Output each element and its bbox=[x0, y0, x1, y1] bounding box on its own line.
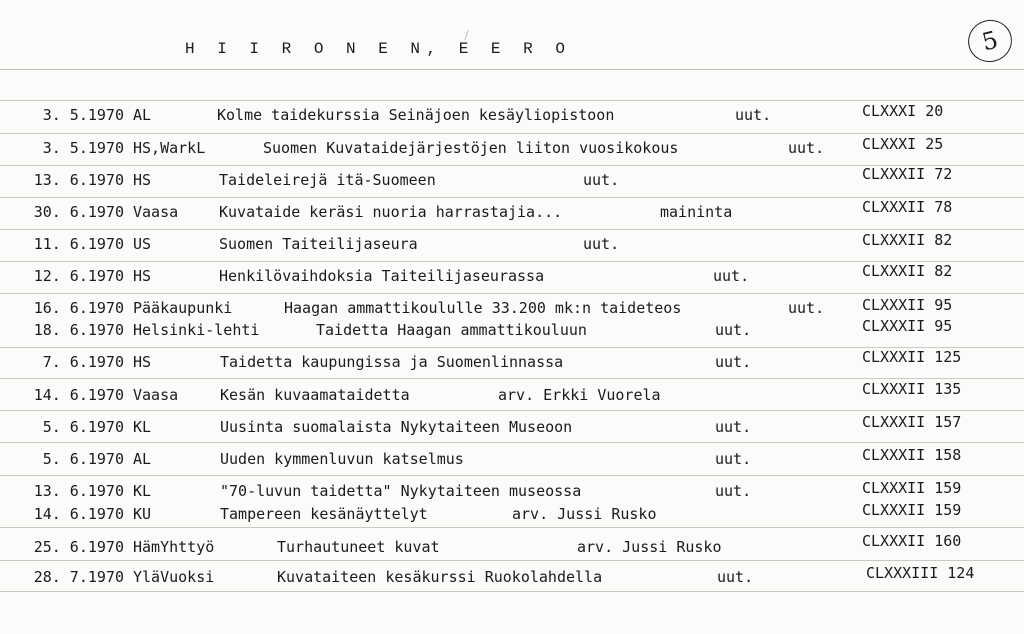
entry-date: 5. 6.1970 bbox=[42, 450, 124, 468]
entry-row bbox=[0, 198, 1024, 223]
entry-row bbox=[0, 448, 1024, 470]
entry-note: uut. bbox=[717, 568, 754, 586]
entry-row bbox=[0, 233, 1024, 255]
entry-date: 7. 6.1970 bbox=[42, 353, 124, 371]
entry-date: 11. 6.1970 bbox=[33, 235, 124, 253]
entry-title: Haagan ammattikoululle 33.200 mk:n taideteos bbox=[284, 299, 682, 317]
entry-row bbox=[0, 380, 1024, 406]
entry-row bbox=[0, 319, 1024, 341]
entry-row bbox=[0, 532, 1024, 558]
entry-note: uut. bbox=[715, 450, 752, 468]
page-number-circle: 5 bbox=[964, 15, 1017, 66]
entry-date: 30. 6.1970 bbox=[33, 203, 124, 221]
entry-reference: CLXXXII 160 bbox=[862, 532, 962, 550]
entry-date: 5. 6.1970 bbox=[42, 418, 124, 436]
entry-note: arv. Jussi Rusko bbox=[512, 505, 657, 523]
entry-source: HS bbox=[133, 267, 152, 285]
entry-source: HS bbox=[133, 353, 152, 371]
entry-reference: CLXXXIII 124 bbox=[866, 564, 975, 582]
entry-reference: CLXXXII 159 bbox=[862, 479, 962, 497]
entry-title: Tampereen kesänäyttelyt bbox=[220, 505, 428, 523]
entry-date: 14. 6.1970 bbox=[33, 505, 124, 523]
entry-note: uut. bbox=[713, 267, 750, 285]
entry-source: AL bbox=[133, 450, 152, 468]
entry-reference: CLXXXII 78 bbox=[862, 198, 953, 216]
entry-title: Taidetta kaupungissa ja Suomenlinnassa bbox=[220, 353, 564, 371]
rule-line bbox=[0, 591, 1024, 592]
entry-note: arv. Erkki Vuorela bbox=[498, 386, 661, 404]
entry-source: KL bbox=[133, 418, 152, 436]
entry-source: HämYhttyö bbox=[133, 538, 215, 556]
entry-title: Turhautuneet kuvat bbox=[277, 538, 440, 556]
entry-title: Kuvataiteen kesäkurssi Ruokolahdella bbox=[277, 568, 603, 586]
entry-note: maininta bbox=[660, 203, 733, 221]
entry-source: Vaasa bbox=[133, 203, 179, 221]
entry-source: YläVuoksi bbox=[133, 568, 215, 586]
entry-source: HS,WarkL bbox=[133, 139, 206, 157]
entry-row bbox=[0, 262, 1024, 287]
entry-source: HS bbox=[133, 171, 152, 189]
entry-source: Helsinki-lehti bbox=[133, 321, 260, 339]
entry-title: Suomen Taiteilijaseura bbox=[219, 235, 418, 253]
entry-reference: CLXXXII 125 bbox=[862, 348, 962, 366]
entry-reference: CLXXXII 95 bbox=[862, 296, 953, 314]
entry-row bbox=[0, 566, 1024, 588]
entry-date: 13. 6.1970 bbox=[33, 482, 124, 500]
entry-reference: CLXXXII 157 bbox=[862, 413, 962, 431]
entry-row bbox=[0, 137, 1024, 159]
entry-reference: CLXXXII 135 bbox=[862, 380, 962, 398]
entry-reference: CLXXXII 95 bbox=[862, 317, 953, 335]
pencil-tick bbox=[464, 30, 468, 40]
entry-date: 16. 6.1970 bbox=[33, 299, 124, 317]
entry-row bbox=[0, 348, 1024, 373]
entry-date: 3. 5.1970 bbox=[42, 139, 124, 157]
entry-title: Kesän kuvaamataidetta bbox=[220, 386, 410, 404]
entry-reference: CLXXXII 82 bbox=[862, 262, 953, 280]
entry-date: 25. 6.1970 bbox=[33, 538, 124, 556]
entry-title: Kolme taidekurssia Seinäjoen kesäyliopistoon bbox=[217, 106, 615, 124]
entry-date: 14. 6.1970 bbox=[33, 386, 124, 404]
rule-line bbox=[0, 69, 1024, 70]
entry-date: 18. 6.1970 bbox=[33, 321, 124, 339]
entry-title: "70-luvun taidetta" Nykytaiteen museossa bbox=[220, 482, 582, 500]
entry-title: Taideleirejä itä-Suomeen bbox=[219, 171, 436, 189]
entry-source: KL bbox=[133, 482, 152, 500]
entry-title: Taidetta Haagan ammattikouluun bbox=[316, 321, 587, 339]
entry-reference: CLXXXI 20 bbox=[862, 102, 944, 120]
entry-date: 13. 6.1970 bbox=[33, 171, 124, 189]
entry-reference: CLXXXII 82 bbox=[862, 231, 953, 249]
entry-note: arv. Jussi Rusko bbox=[577, 538, 722, 556]
entry-reference: CLXXXII 159 bbox=[862, 501, 962, 519]
entry-source: Vaasa bbox=[133, 386, 179, 404]
entry-title: Uusinta suomalaista Nykytaiteen Museoon bbox=[220, 418, 573, 436]
rule-line bbox=[0, 475, 1024, 476]
entry-row bbox=[0, 165, 1024, 191]
entry-reference: CLXXXI 25 bbox=[862, 135, 944, 153]
entry-note: uut. bbox=[715, 321, 752, 339]
entry-row bbox=[0, 413, 1024, 438]
entry-note: uut. bbox=[715, 353, 752, 371]
entry-note: uut. bbox=[788, 139, 825, 157]
entry-source: US bbox=[133, 235, 152, 253]
entry-row bbox=[0, 503, 1024, 525]
card-title: H I I R O N E N, E E R O bbox=[185, 40, 572, 58]
entry-title: Uuden kymmenluvun katselmus bbox=[220, 450, 464, 468]
entry-reference: CLXXXII 158 bbox=[862, 446, 962, 464]
entry-note: uut. bbox=[735, 106, 772, 124]
entry-source: Pääkaupunki bbox=[133, 299, 233, 317]
entry-source: AL bbox=[133, 106, 152, 124]
entry-date: 12. 6.1970 bbox=[33, 267, 124, 285]
rule-line bbox=[0, 527, 1024, 528]
rule-line bbox=[0, 560, 1024, 561]
entry-source: KU bbox=[133, 505, 152, 523]
entry-note: uut. bbox=[715, 482, 752, 500]
entry-title: Kuvataide keräsi nuoria harrastajia... bbox=[219, 203, 563, 221]
rule-line bbox=[0, 442, 1024, 443]
entry-note: uut. bbox=[583, 171, 620, 189]
entry-note: uut. bbox=[715, 418, 752, 436]
entry-reference: CLXXXII 72 bbox=[862, 165, 953, 183]
entry-title: Henkilövaihdoksia Taiteilijaseurassa bbox=[219, 267, 545, 285]
entry-date: 3. 5.1970 bbox=[42, 106, 124, 124]
entry-note: uut. bbox=[583, 235, 620, 253]
entry-title: Suomen Kuvataidejärjestöjen liiton vuosikokous bbox=[263, 139, 679, 157]
entry-date: 28. 7.1970 bbox=[33, 568, 124, 586]
entry-row bbox=[0, 104, 1024, 126]
entry-note: uut. bbox=[788, 299, 825, 317]
